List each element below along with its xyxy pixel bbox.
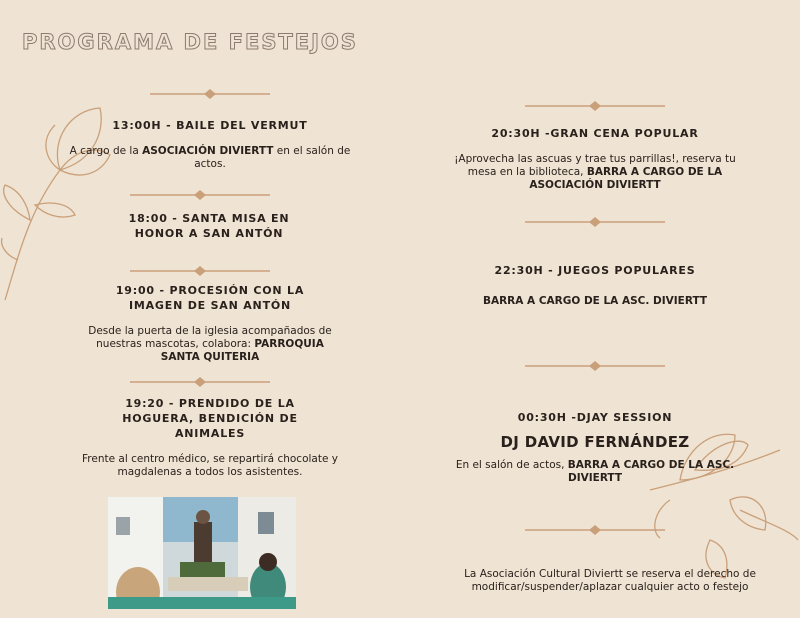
event-description: ¡Aprovecha las ascuas y trae tus parrillas!, reserva tu mesa en la biblioteca, BARRA A CARGO DE LA ASOCIACIÓN DIVIERTT [454,153,736,191]
event-block [114,211,304,241]
event-heading: 22:30H - JUEGOS POPULARES [494,264,696,277]
ornament-divider [130,373,270,385]
event-heading: 20:30H -GRAN CENA POPULAR [491,127,699,140]
event-heading: 13:00H - BAILE DEL VERMUT [112,119,308,132]
page-title: PROGRAMA DE FESTEJOS [22,30,358,54]
event-description: Desde la puerta de la iglesia acompañados de nuestras mascotas, colabora: PARROQUIA SANTA QUITERIA [88,325,332,363]
ornament-divider [525,97,665,109]
event-heading: 19:20 - PRENDIDO DE LA HOGUERA, BENDICIÓN DE ANIMALES [122,397,298,440]
event-description: En el salón de actos, BARRA A CARGO DE LA ASC. DIVIERTT [455,459,735,484]
ornament-divider [130,262,270,274]
event-block [60,396,360,479]
event-block [450,126,740,192]
event-description: Frente al centro médico, se repartirá chocolate y magdalenas a todos los asistentes. [82,453,338,478]
event-description: BARRA A CARGO DE LA ASC. DIVIERTT [482,295,708,307]
event-description: A cargo de la ASOCIACIÓN DIVIERTT en el salón de actos. [69,145,351,170]
ornament-divider [150,85,270,97]
event-heading: 19:00 - PROCESIÓN CON LA IMAGEN DE SAN ANTÓN [115,284,305,312]
dj-name: DJ DAVID FERNÁNDEZ [500,433,690,451]
event-block [60,283,360,364]
event-block [450,410,740,485]
event-heading: 00:30H -DJAY SESSION [517,411,673,424]
procession-photo [108,497,296,609]
event-heading: 18:00 - SANTA MISA EN HONOR A SAN ANTÓN [128,212,290,240]
ornament-divider [525,521,665,533]
event-block [450,263,740,308]
ornament-divider [525,213,665,225]
event-block [60,118,360,171]
disclaimer-text: La Asociación Cultural Diviertt se reserva el derecho de modificar/suspender/aplazar cualquier acto o festejo [464,568,756,593]
ornament-divider [130,186,270,198]
ornament-divider [525,357,665,369]
